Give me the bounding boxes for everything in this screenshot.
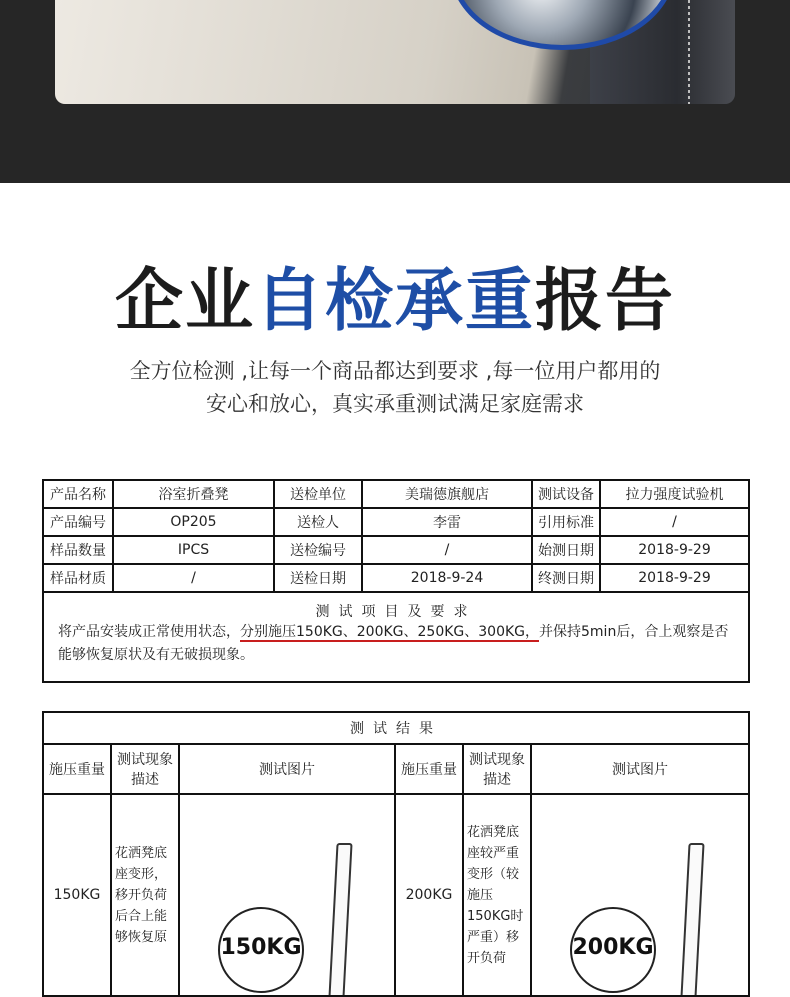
requirements-title: 测试项目及要求 bbox=[315, 604, 477, 620]
table-cell: / bbox=[362, 536, 532, 564]
results-table bbox=[42, 711, 750, 997]
table-cell: OP205 bbox=[113, 508, 274, 536]
jeans-stitch bbox=[688, 0, 690, 104]
table-cell: / bbox=[600, 508, 749, 536]
top-banner bbox=[0, 0, 790, 183]
requirements-text-c: 并保持5min后，合上观察是否能够恢复原状及有无破损现象。 bbox=[58, 624, 729, 663]
product-photo bbox=[55, 0, 735, 104]
subtitle-line2: 安心和放心，真实承重测试满足家庭需求 bbox=[206, 392, 584, 416]
title-part1: 企业 bbox=[114, 262, 255, 341]
requirements-text-a: 将产品安装成正常使用状态， bbox=[58, 624, 240, 640]
requirements-cell bbox=[43, 592, 749, 682]
table-cell: 送检单位 bbox=[274, 480, 362, 508]
stool-image bbox=[679, 843, 704, 996]
column-header: 施压重量 bbox=[43, 744, 111, 794]
column-header: 施压重量 bbox=[395, 744, 463, 794]
table-cell: 2018-9-24 bbox=[362, 564, 532, 592]
title-part2: 自检承重 bbox=[254, 262, 535, 341]
info-table bbox=[42, 479, 750, 683]
table-cell: 测试设备 bbox=[532, 480, 600, 508]
table-cell: 样品材质 bbox=[43, 564, 113, 592]
column-header: 测试图片 bbox=[531, 744, 749, 794]
table-cell: 送检编号 bbox=[274, 536, 362, 564]
weight-badge: 150KG bbox=[218, 907, 304, 993]
column-header: 测试图片 bbox=[179, 744, 395, 794]
table-cell: / bbox=[113, 564, 274, 592]
stool-image bbox=[327, 843, 352, 996]
results-header-row bbox=[43, 744, 749, 794]
results-title: 测试结果 bbox=[43, 712, 749, 744]
table-cell: 浴室折叠凳 bbox=[113, 480, 274, 508]
requirements-row bbox=[43, 592, 749, 682]
table-cell: 终测日期 bbox=[532, 564, 600, 592]
table-row bbox=[43, 480, 749, 508]
column-header: 测试现象描述 bbox=[463, 744, 531, 794]
requirements-text bbox=[44, 621, 748, 677]
test-photo-cell bbox=[179, 794, 395, 996]
table-cell: 始测日期 bbox=[532, 536, 600, 564]
table-cell: 李雷 bbox=[362, 508, 532, 536]
table-cell: 2018-9-29 bbox=[600, 564, 749, 592]
page-title bbox=[0, 262, 790, 342]
subtitle-line1: 全方位检测 ,让每一个商品都达到要求 ,每一位用户都用的 bbox=[129, 359, 661, 383]
table-cell: 引用标准 bbox=[532, 508, 600, 536]
table-cell: 样品数量 bbox=[43, 536, 113, 564]
table-cell: 美瑞德旗舰店 bbox=[362, 480, 532, 508]
weight-cell: 150KG bbox=[43, 794, 111, 996]
description-cell: 花洒凳底座较严重变形（较施压150KG时严重）移开负荷 bbox=[463, 794, 531, 996]
table-cell: 2018-9-29 bbox=[600, 536, 749, 564]
table-row bbox=[43, 536, 749, 564]
table-row bbox=[43, 508, 749, 536]
title-part3: 报告 bbox=[535, 262, 676, 341]
table-cell: IPCS bbox=[113, 536, 274, 564]
description-cell: 花洒凳底座变形，移开负荷后合上能够恢复原 bbox=[111, 794, 179, 996]
weight-cell: 200KG bbox=[395, 794, 463, 996]
page-subtitle bbox=[0, 355, 790, 421]
table-cell: 产品名称 bbox=[43, 480, 113, 508]
table-cell: 产品编号 bbox=[43, 508, 113, 536]
column-header: 测试现象描述 bbox=[111, 744, 179, 794]
table-cell: 送检日期 bbox=[274, 564, 362, 592]
table-cell: 送检人 bbox=[274, 508, 362, 536]
table-row bbox=[43, 564, 749, 592]
results-title-row bbox=[43, 712, 749, 744]
test-photo-cell bbox=[531, 794, 749, 996]
requirements-loads: 分别施压150KG、200KG、250KG、300KG， bbox=[240, 624, 540, 640]
table-row bbox=[43, 794, 749, 996]
table-cell: 拉力强度试验机 bbox=[600, 480, 749, 508]
weight-badge: 200KG bbox=[570, 907, 656, 993]
